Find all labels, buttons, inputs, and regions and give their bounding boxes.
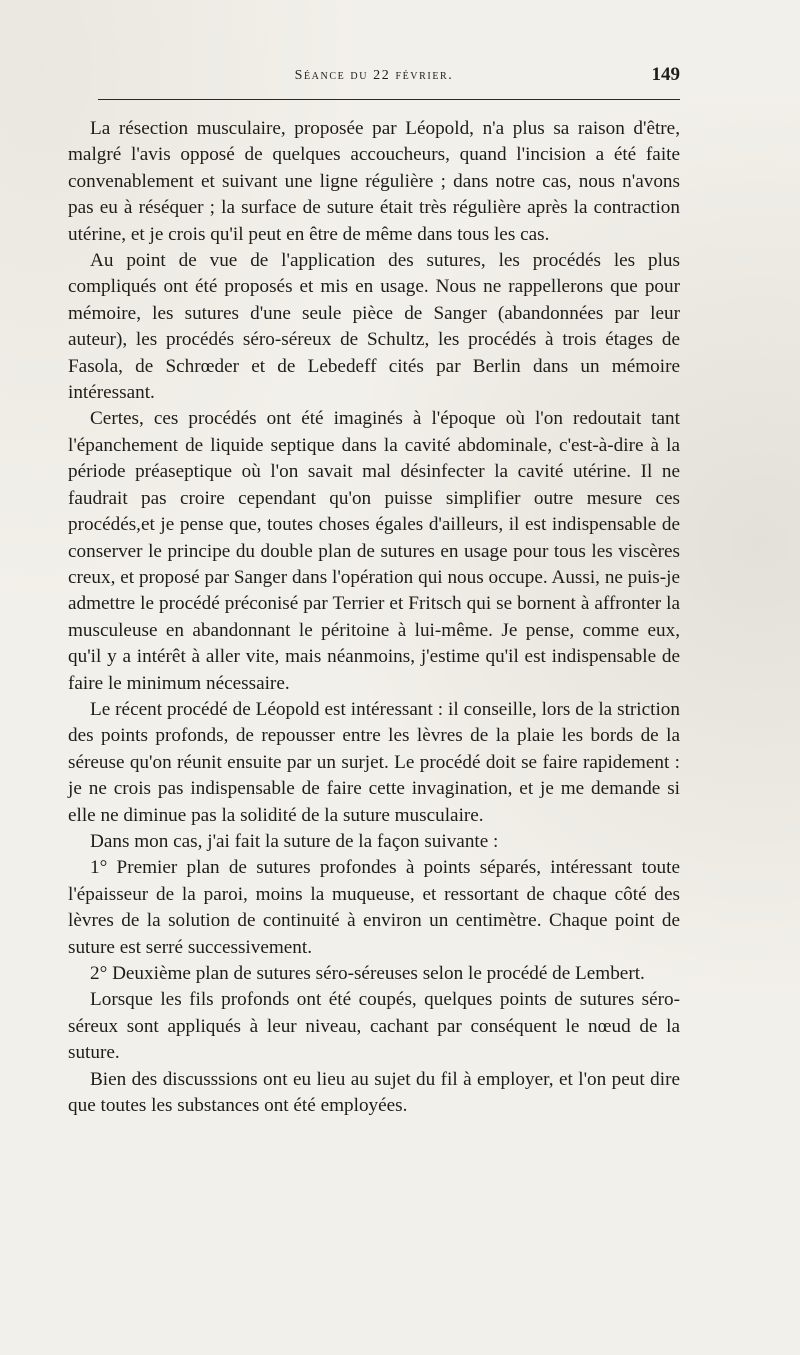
paragraph-2: Au point de vue de l'application des sutures, les procédés les plus compliqués ont été proposés et mis en usage. Nous ne rappellerons que pour mémoire, les sutures d'une seule pièce de Sanger (abandonnées par leur auteur), les procédés séro-séreux de Schultz, les procédés à trois étages de Fasola, de Schrœder et de Lebedeff cités par Berlin dans un mémoire intéressant. bbox=[68, 250, 680, 404]
paragraph-9: Bien des discusssions ont eu lieu au sujet du fil à employer, et l'on peut dire que toutes les substances ont été employées. bbox=[68, 1068, 680, 1117]
paragraph-6: 1° Premier plan de sutures profondes à points séparés, intéressant toute l'épaisseur de la paroi, moins la muqueuse, et ressortant de chaque côté des lèvres de la solution de continuité à environ un centimètre. Chaque point de suture est serré successivement. bbox=[68, 857, 680, 958]
paragraph-8: Lorsque les fils profonds ont été coupés, quelques points de sutures séro-séreux sont appliqués à leur niveau, cachant par conséquent le nœud de la suture. bbox=[68, 989, 680, 1064]
header-divider bbox=[98, 99, 680, 100]
body-text bbox=[68, 116, 680, 1119]
paragraph-3: Certes, ces procédés ont été imaginés à l'époque où l'on redoutait tant l'épanchement de liquide septique dans la cavité abdominale, c'est-à-dire à la période préaseptique où l'on savait mal désinfecter la cavité utérine. Il ne faudrait pas croire cependant qu'on puisse simplifier outre mesure ces procédés,et je pense que, toutes choses égales d'ailleurs, il est indispensable de conserver le principe du double plan de sutures en usage pour tous les viscères creux, et proposé par Sanger dans l'opération qui nous occupe. Aussi, ne puis-je admettre le procédé préconisé par Terrier et Fritsch qui se bornent à affronter la musculeuse en abandonnant le péritoine à lui-même. Je pense, comme eux, qu'il y a intérêt à aller vite, mais néanmoins, j'estime qu'il est indispensable de faire le minimum nécessaire. bbox=[68, 408, 680, 694]
paragraph-4: Le récent procédé de Léopold est intéressant : il conseille, lors de la striction des points profonds, de repousser entre les lèvres de la plaie les bords de la séreuse qu'on réunit ensuite par un surjet. Le procédé doit se faire rapidement : je ne crois pas indispensable de faire cette invagination, et je me demande si elle ne diminue pas la solidité de la suture musculaire. bbox=[68, 698, 680, 826]
paragraph-5: Dans mon cas, j'ai fait la suture de la façon suivante : bbox=[90, 830, 499, 852]
paragraph-7: 2° Deuxième plan de sutures séro-séreuses selon le procédé de Lembert. bbox=[90, 963, 645, 984]
page-number: 149 bbox=[651, 64, 680, 85]
page-header bbox=[68, 62, 680, 92]
running-title: Séance du 22 février. bbox=[294, 68, 454, 83]
paragraph-1: La résection musculaire, proposée par Léopold, n'a plus sa raison d'être, malgré l'avis opposé de quelques accoucheurs, quand l'incision a été faite convenablement et suivant une ligne régulière ; dans notre cas, nous n'avons pas eu à réséquer ; la surface de suture était très régulière après la contraction utérine, et je crois qu'il peut en être de même dans tous les cas. bbox=[68, 118, 680, 245]
